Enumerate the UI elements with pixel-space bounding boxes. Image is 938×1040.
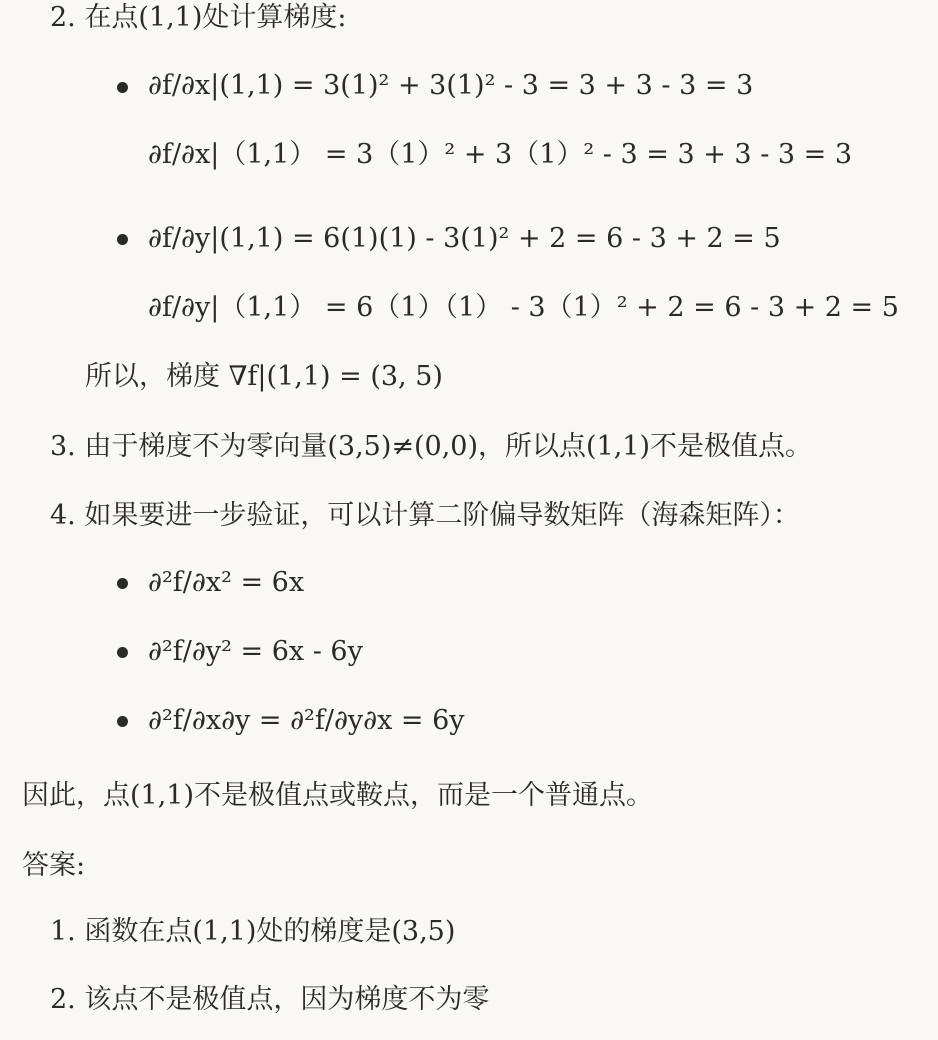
step-text: 如果要进一步验证，可以计算二阶偏导数矩阵（海森矩阵）：: [84, 500, 800, 531]
step-number: 3.: [50, 431, 76, 462]
answer-text: 函数在点(1,1)处的梯度是(3,5): [84, 916, 456, 947]
hessian-fyy: ∂²f/∂y² = 6x - 6y: [148, 636, 363, 667]
bullet-icon: [117, 82, 128, 93]
conclusion-text: 因此，点(1,1)不是极值点或鞍点，而是一个普通点。: [22, 780, 654, 811]
step-text: 由于梯度不为零向量(3,5)≠(0,0)，所以点(1,1)不是极值点。: [84, 431, 813, 462]
formula-df-dy-fullwidth: ∂f/∂y|（1,1） = 6（1）（1） - 3（1）² + 2 = 6 - 3 + 2 = 5: [148, 292, 899, 323]
bullet-icon: [117, 647, 128, 658]
hessian-fxy: ∂²f/∂x∂y = ∂²f/∂y∂x = 6y: [148, 705, 465, 736]
answer-item: [50, 982, 489, 1018]
hessian-fxx: ∂²f/∂x² = 6x: [148, 567, 305, 598]
answer-number: 1.: [50, 916, 76, 947]
bullet-icon: [117, 578, 128, 589]
gradient-result: 所以，梯度 ∇f|(1,1) = (3, 5): [85, 361, 443, 392]
step-4: [50, 498, 800, 534]
answer-number: 2.: [50, 984, 76, 1015]
step-2-heading: [50, 0, 346, 36]
step-3: [50, 429, 812, 465]
answer-item: [50, 914, 455, 950]
step-text: 在点(1,1)处计算梯度:: [84, 2, 347, 33]
formula-df-dx-fullwidth: ∂f/∂x|（1,1） = 3（1）² + 3（1）² - 3 = 3 + 3 - 3 = 3: [148, 139, 853, 170]
bullet-icon: [117, 234, 128, 245]
formula-df-dy: ∂f/∂y|(1,1) = 6(1)(1) - 3(1)² + 2 = 6 - 3 + 2 = 5: [148, 223, 781, 254]
bullet-icon: [117, 716, 128, 727]
answer-label: 答案:: [22, 850, 86, 881]
step-number: 4.: [50, 500, 76, 531]
step-number: 2.: [50, 2, 76, 33]
answer-text: 该点不是极值点，因为梯度不为零: [84, 984, 490, 1015]
formula-df-dx: ∂f/∂x|(1,1) = 3(1)² + 3(1)² - 3 = 3 + 3 - 3 = 3: [148, 70, 754, 101]
